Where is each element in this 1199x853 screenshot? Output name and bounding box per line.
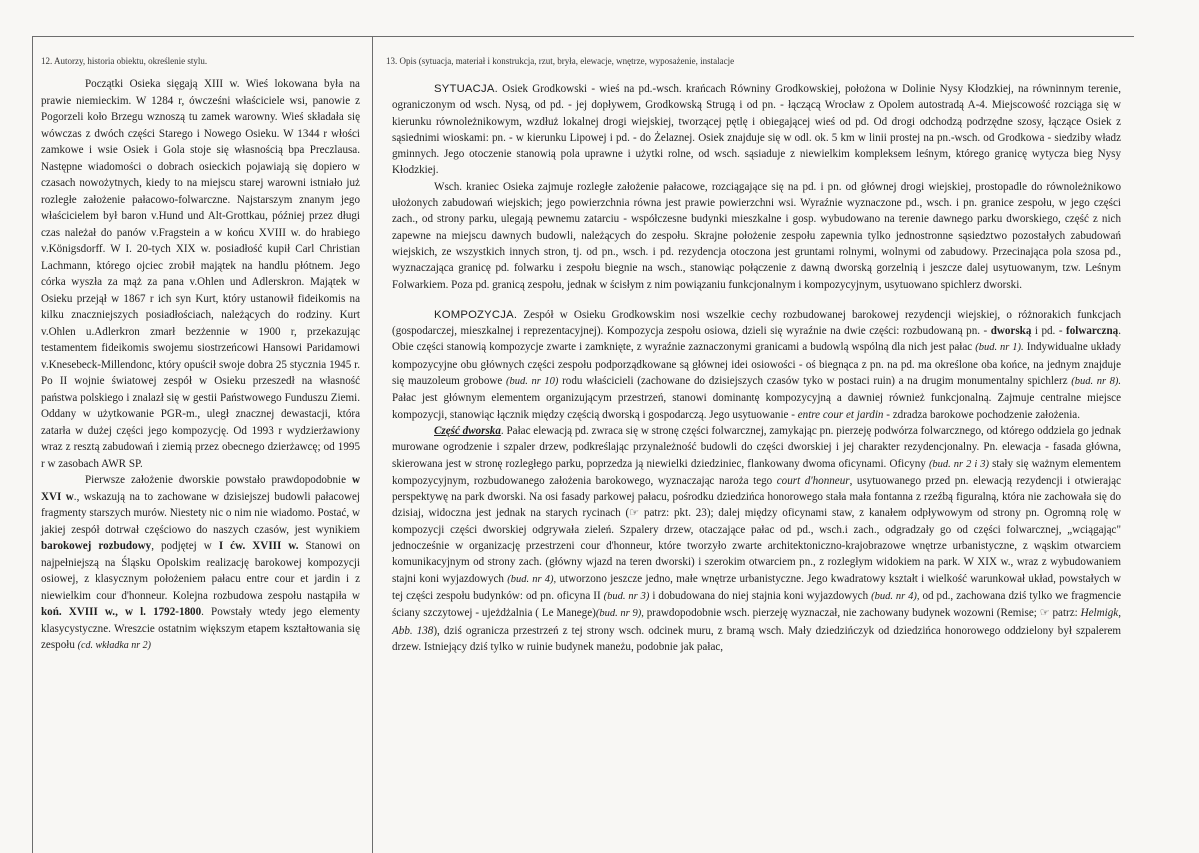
text-run: utworzono jeszcze jedno, małe wnętrze urbanistyczne. Jego kwadratowy kształt i wielkość warunkował układ, powstałych w tej części zespołu budynków: od pn. oficyna II — [392, 572, 1121, 602]
text-run: Pałac jest głównym elementem organizującym przestrzeń, stanowi dominantę kompozycyjną a dawniej również funkcjonalną. Zajmuje centralne miejsce kompozycji, stanowiąc łącznik między częścią dworską i gospodarczą. Jego usytuowanie - — [392, 392, 1121, 421]
situation-paragraph-1 — [392, 81, 1121, 179]
text-run: prawdopodobnie wsch. pierzeję wyznaczał, nie zachowany budynek wozowni (Remise; ☞ patrz: — [643, 607, 1081, 620]
building-ref: (bud. nr 9), — [595, 608, 644, 620]
composition-heading: KOMPOZYCJA. — [434, 308, 518, 321]
bold-run: folwarczną — [1066, 325, 1119, 338]
building-ref: (bud. nr 4), — [507, 573, 557, 585]
text-run: ), dziś ogranicza przestrzeń z tej strony wsch. odcinek muru, z bramą wsch. Mały dziedzińczyk od dziedzińca honorowego oddzielony był szpalerem drzew. Istniejący dziś tylko w ruinie budynek maneżu, podobnie jak pałac, — [392, 624, 1121, 653]
text-run: Osiek Grodkowski - wieś na pd.-wsch. krańcach Równiny Grodkowskiej, położona w Dolinie Nysy Kłodzkiej, na równinnym terenie, ograniczonym od wsch. Nysą, od pd. - jej dopływem, Grodkowską Strugą i od pn. - łączącą Wrocław z Opolem autostradą A-4. Miejscowość rozciąga się w kierunku równoleżnikowym, wzdłuż lokalnej drogi wiejskiej, tworzącej pętlę i obiegającej wieś od pd. Od drogi odchodzą podrzędne szosy, łączące Osiek z sąsiednimi wioskami: pn. - w kierunku Lipowej i pd. - do Żelaznej. Osiek znajduje się w odl. ok. 5 km w linii prostej na pn.-wsch. od Grodkowa - siedziby władz gminnych. Jego otoczenie stanowią pola uprawne i użytki rolne, od wsch. sąsiaduje z niewielkim kompleksem leśnym, którego granicę wytycza bieg Nysy Kłodzkiej. — [392, 83, 1121, 177]
continuation-note: (cd. wkładka nr 2) — [77, 640, 151, 651]
top-rule — [32, 36, 1134, 37]
italic-run: court d'honneur — [776, 474, 850, 487]
text-run: , podjętej w — [151, 540, 219, 552]
building-ref: (bud. nr 1). — [975, 342, 1024, 354]
history-paragraph-2 — [41, 472, 360, 655]
building-ref: (bud. nr 3) — [603, 590, 650, 602]
text-run: Stanowi on najpełniejszą na Śląsku Opolskim realizację barokowej kompozycji osiowej, z klasycznym położeniem pałacu entre cour et jardin i z niewielkim cour d'honneur. Kolejna rozbudowa zespołu nastąpiła w — [41, 540, 361, 602]
text-run: ., wskazują na to zachowane w dzisiejszej budowli pałacowej fragmenty starszych murów. Niestety nic o nim nie wiadomo. Postać, w jakiej zespół dotrwał częściowo do naszych czasów, jest wynikiem — [41, 490, 360, 536]
building-ref: (bud. nr 8). — [1071, 376, 1121, 388]
manor-part-paragraph — [392, 423, 1121, 655]
composition-paragraph — [392, 307, 1121, 423]
text-run: . Pałac elewacją pd. zwraca się w stronę części folwarcznej, zamykając pn. pierzeję podwórza folwarcznego, od którego oddziela go jednak murowane ogrodzenie i szpaler drzew, podkreślając przynależność budowli do części dworskiej i jej charakter rezydencjonalny. Pn. elewacja - fasada główna, skierowana jest w stronę rozległego parku, poprzedza ją niewielki dziedziniec, flankowany dwoma oficynami. Oficyny — [392, 424, 1121, 470]
text-run: od pd., zachowana dziś tylko we fragmencie ściany szczytowej - ujeżdżalnia ( Le Manege) — [392, 589, 1121, 620]
manor-part-heading: Część dworska — [434, 424, 501, 437]
situation-heading: SYTUACJA. — [434, 83, 498, 95]
bold-run: w XVI w — [41, 474, 360, 503]
left-rule — [32, 36, 33, 853]
bold-run: koń. XVIII w., w l. 1792-1800 — [41, 606, 202, 618]
text-run: Indywidualne układy kompozycyjne obu głównych części zespołu podporządkowane są głównej idei osiowości - oś biegnąca z pn. na pd. ma określone oba końce, na jednym znajduje się mauzoleum grobowe — [392, 341, 1121, 388]
text-run: . Powstały wtedy jego elementy klasycystyczne. Wreszcie ostatnim większym etapem kształtowania się zespołu — [41, 606, 360, 651]
building-ref: (bud. nr 2 i 3) — [928, 458, 989, 470]
text-run: stały się ważnym elementem kompozycyjnym, rozbudowanego założenia barokowego, wyznaczając naroża tego — [392, 457, 1121, 487]
italic-run: Helmigk, Abb. 138 — [392, 607, 1121, 637]
column-divider — [372, 36, 373, 853]
text-run: , usytuowanego przed pn. elewacją rezydencji i otwierając perspektywę na park dworski. Na osi fasady parkowej pałacu, pośrodku dziedzińca honorowego stała mała fontanna z rzeźbą figuralną, która nie zachowała się do dzisiaj, widoczna jest jednak na starych rycinach (☞ patrz: pkt. 23); dalej między oficynami staw, z kanałem odpływowym od strony pn. Ogromną rolę w kompozycji części dworskiej odgrywała zieleń. Szpalery drzew, otaczające pałac od pd., wsch.i zach., odgradzały go od części folwarcznej, „wciągając" jednocześnie w organizację przestrzeni cour d'honneur, które tworzyło zwarte architektoniczno-krajobrazowe wnętrze urbanistyczne, z wąskim otwarciem komunikacyjnym od strony zach. (główny wjazd na teren dworski) i szerokim otwarciem pn., z rozległym widokiem na park. W XIX w., wraz z wybudowaniem stajni koni wyjazdowych — [392, 474, 1121, 585]
history-column — [41, 76, 360, 655]
history-paragraph-1: Początki Osieka sięgają XIII w. Wieś lokowana była na prawie niemieckim. W 1284 r, ówcześni właściciele wsi, panowie z Pogorzeli koło Brzegu wznoszą tu zamek warowny. Wieś składała się wówczas z dwóch części Starego i Nowego Osieku. W 1344 r włości zamkowe i wsie Osiek i Gola stoje się własnością bpa Preczlausa. Następne wiadomości o dobrach osieckich pojawiają się dopiero w czasach nowożytnych, kiedy to na miejscu starej warowni istniało już rozległe założenie pałacowo-folwarczne. Najstarszym znanym jego właścicielem był baron v.Hund und Alt-Grottkau, później przez długi czas należał do panów v.Fragstein a w końcu XVIII w. do hrabiego v.Königsdorff. W I. 20-tych XIX w. posiadłość kupił Carl Christian Lachmann, którego ojciec zrobił majątek na handlu płótnem. Jego córka wyszła za mąż za pana v.Ohlen und Adlerskron. Majątek w Osieku przejął w 1867 r ich syn Kurt, który ustanowił fideikomis na kilku znaczniejszych posiadłościach, należących do rodziny. Kurt v.Ohlen u.Adlerkron zmarł bezżennie w 1900 r, przekazując testamentem fideikomis swojemu siostrzeńcowi Hansowi Paridamowi v.Knesebeck-Millendonc, który opuścił swoje dobra 25 stycznia 1945 r. Po II wojnie światowej zespół w Osieku przeszedł na własność państwa polskiego i znalazł się w gestii Państwowego Funduszu Ziemi. Oddany w użytkowanie PGR-m., uległ znacznej dewastacji, która zatarła w dużej części jego kompozycję. Od 1993 r wydzierżawiony wraz z resztą zabudowań i ziemią przez obecnego dzierżawcę; od 1995 r w zasobach AWR SP. — [41, 78, 360, 470]
text-run: i pd. - — [1031, 325, 1067, 338]
text-run: - zdradza barokowe pochodzenie założenia. — [883, 408, 1080, 421]
building-ref: (bud. nr 10) — [506, 376, 559, 388]
text-run: . Obie części stanowią kompozycje zwarte i zamknięte, z wyraźnie zaznaczonymi granicami a budowlą wspólną dla nich jest pałac — [392, 325, 1121, 354]
building-ref: (bud. nr 4), — [871, 590, 920, 602]
text-run: Zespół w Osieku Grodkowskim nosi wszelkie cechy rozbudowanej barokowej rezydencji wiejskiej, o różnorakich funkcjach (gospodarczej, mieszkalnej i reprezentacyjnej). Kompozycja zespołu osiowa, dzieli się wyraźnie na dwie części: rozbudowaną pn. - — [392, 308, 1121, 338]
text-run: rodu właścicieli (zachowane do dzisiejszych czasów tyko w postaci ruin) a na drugim monumentalny spichlerz — [558, 375, 1072, 388]
description-column — [392, 81, 1121, 655]
section-12-header: 12. Autorzy, historia obiektu, określenie stylu. — [41, 56, 208, 66]
section-13-header: 13. Opis (sytuacja, materiał i konstrukcja, rzut, bryła, elewacje, wnętrze, wyposażenie, instalacje — [386, 56, 735, 66]
bold-run: I ćw. XVIII w. — [218, 540, 299, 552]
italic-run: entre cour et jardin — [797, 408, 884, 421]
bold-run: dworską — [990, 325, 1032, 338]
bold-run: barokowej rozbudowy — [41, 540, 152, 552]
text-run: i dobudowana do niej stajnia koni wyjazdowych — [649, 589, 872, 602]
text-run: Pierwsze założenie dworskie powstało prawdopodobnie — [85, 474, 352, 486]
situation-paragraph-2: Wsch. kraniec Osieka zajmuje rozległe założenie pałacowe, rozciągające się na pd. i pn. od głównej drogi wiejskiej, prostopadle do równoleżnikowo ułożonych zabudowań wiejskich; jego powierzchnia równa jest prawie powierzchni wsi. Wyraźnie wyznaczone pd., wsch. i pn. granice zespołu, w jego części zach., od strony parku, ulegają pewnemu zatarciu - współczesne budynki mieszkalne i gosp. wybudowano na terenie dawnego parku dworskiego, część z nich zapewne na miejscu dawnych budowli, należących do zespołu. Skrajne położenie zespołu zapewnia tylko jednostronne sąsiedztwo pozostałych zabudowań wiejskich, ze wszystkich innych stron, tj. od pn., wsch. i pd. rezydencja otoczona jest gruntami rolnymi, wolnymi od zabudowy. Przecinająca pola szosa pd., wyznaczająca granicę pd. folwarku i zespołu biegnie na wsch., stanowiąc połączenie z dawną dworską gorzelnią i jeszcze dalej usytuowanym, tzw. Leśnym Folwarkiem. Poza pd. granicą zespołu, jednak w ścisłym z nim powiązaniu funkcjonalnym i kompozycyjnym, usytuowano spichlerz dworski. — [392, 180, 1121, 291]
